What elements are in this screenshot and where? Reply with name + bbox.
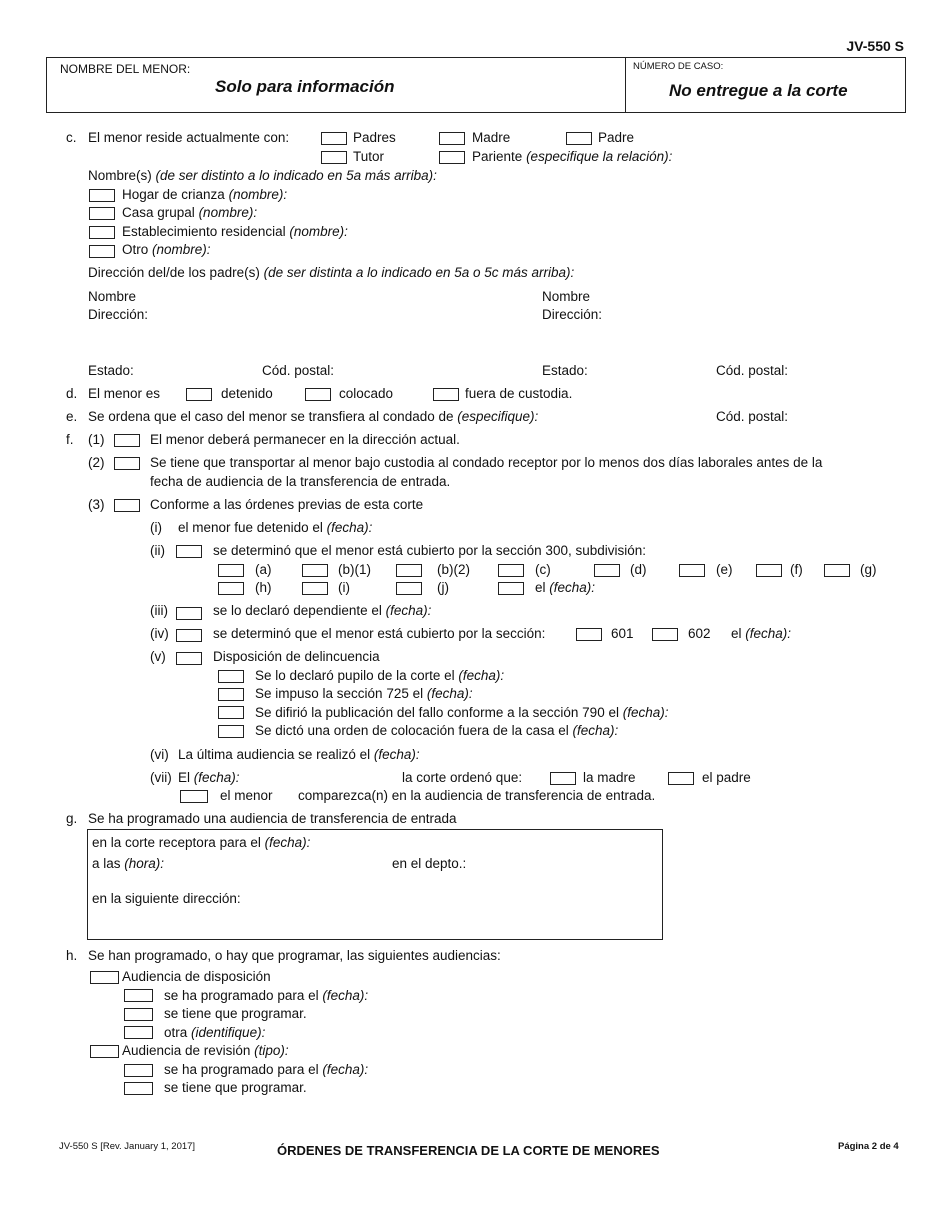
madre-label: Madre xyxy=(472,130,511,145)
disp-programado-checkbox[interactable] xyxy=(124,989,153,1002)
revision-checkbox[interactable] xyxy=(90,1045,119,1058)
address-label: Dirección del/de los padre(s) (de ser distinta a lo indicado en 5a o 5c más arriba): xyxy=(88,265,575,280)
sub-e-checkbox[interactable] xyxy=(679,564,705,577)
padre-label: Padre xyxy=(598,130,635,145)
fiv-text: se determinó que el menor está cubierto por la sección: xyxy=(213,626,546,641)
fvii-padre-checkbox[interactable] xyxy=(668,772,694,785)
section-d-text: El menor es xyxy=(88,386,161,401)
rev-programado-checkbox[interactable] xyxy=(124,1064,153,1077)
fv-num: (v) xyxy=(150,649,166,664)
fvii-num: (vii) xyxy=(150,770,172,785)
sub-b1-label: (b)(1) xyxy=(338,562,371,577)
otro-label: Otro (nombre): xyxy=(122,242,211,257)
sub-j-checkbox[interactable] xyxy=(396,582,422,595)
footer-form-rev: JV-550 S [Rev. January 1, 2017] xyxy=(59,1141,196,1152)
sub-e-label: (e) xyxy=(716,562,733,577)
rev-programado-label: se ha programado para el (fecha): xyxy=(164,1062,369,1077)
casa-checkbox[interactable] xyxy=(89,207,115,220)
disp-otra-checkbox[interactable] xyxy=(124,1026,153,1039)
fvii-madre-checkbox[interactable] xyxy=(550,772,576,785)
fv-d-checkbox[interactable] xyxy=(218,725,244,738)
fiv-602-checkbox[interactable] xyxy=(652,628,678,641)
fiv-el-label: el (fecha): xyxy=(731,626,792,641)
fiv-601-label: 601 xyxy=(611,626,634,641)
section-e-cod-postal: Cód. postal: xyxy=(716,409,789,424)
f2-num: (2) xyxy=(88,455,105,470)
case-number-label: NÚMERO DE CASO: xyxy=(633,61,724,72)
sub-h-label: (h) xyxy=(255,580,272,595)
fiv-601-checkbox[interactable] xyxy=(576,628,602,641)
fv-checkbox[interactable] xyxy=(176,652,202,665)
section-g-text: Se ha programado una audiencia de transferencia de entrada xyxy=(88,811,457,826)
f1-checkbox[interactable] xyxy=(114,434,140,447)
section-e-text: Se ordena que el caso del menor se transfiera al condado de (especifique): xyxy=(88,409,539,424)
detenido-checkbox[interactable] xyxy=(186,388,212,401)
rev-tiene-checkbox[interactable] xyxy=(124,1082,153,1095)
nombre-1: Nombre xyxy=(88,289,137,304)
disposicion-label: Audiencia de disposición xyxy=(122,969,271,984)
fv-a-text: Se lo declaró pupilo de la corte el (fecha): xyxy=(255,668,505,683)
sub-c-label: (c) xyxy=(535,562,551,577)
padres-checkbox[interactable] xyxy=(321,132,347,145)
f1-num: (1) xyxy=(88,432,105,447)
f2-checkbox[interactable] xyxy=(114,457,140,470)
f3-num: (3) xyxy=(88,497,105,512)
g-corte: en la corte receptora para el (fecha): xyxy=(92,835,311,850)
cod-postal-2: Cód. postal: xyxy=(716,363,789,378)
otro-checkbox[interactable] xyxy=(89,245,115,258)
section-h-text: Se han programado, o hay que programar, las siguientes audiencias: xyxy=(88,948,501,963)
f2-text-a: Se tiene que transportar al menor bajo custodia al condado receptor por lo menos dos días laborales antes de la xyxy=(150,455,823,470)
sub-f-checkbox[interactable] xyxy=(756,564,782,577)
fiii-checkbox[interactable] xyxy=(176,607,202,620)
sub-f-label: (f) xyxy=(790,562,803,577)
fvii-padre-label: el padre xyxy=(702,770,751,785)
fv-a-checkbox[interactable] xyxy=(218,670,244,683)
fvii-end: comparezca(n) en la audiencia de transferencia de entrada. xyxy=(298,788,656,803)
sub-a-checkbox[interactable] xyxy=(218,564,244,577)
sub-h-checkbox[interactable] xyxy=(218,582,244,595)
f3-checkbox[interactable] xyxy=(114,499,140,512)
fuera-checkbox[interactable] xyxy=(433,388,459,401)
g-depto: en el depto.: xyxy=(392,856,467,871)
footer-title: ÓRDENES DE TRANSFERENCIA DE LA CORTE DE MENORES xyxy=(277,1143,660,1158)
fvi-num: (vi) xyxy=(150,747,169,762)
disp-programado-label: se ha programado para el (fecha): xyxy=(164,988,369,1003)
nombre-2: Nombre xyxy=(542,289,591,304)
g-direccion: en la siguiente dirección: xyxy=(92,891,241,906)
fvii-menor-checkbox[interactable] xyxy=(180,790,208,803)
direccion-2: Dirección: xyxy=(542,307,603,322)
pariente-label: Pariente (especifique la relación): xyxy=(472,149,673,164)
sub-g-label: (g) xyxy=(860,562,877,577)
disposicion-checkbox[interactable] xyxy=(90,971,119,984)
section-g-letter: g. xyxy=(66,811,78,826)
fv-b-text: Se impuso la sección 725 el (fecha): xyxy=(255,686,473,701)
caption-divider xyxy=(625,58,626,112)
establecimiento-checkbox[interactable] xyxy=(89,226,115,239)
estado-1: Estado: xyxy=(88,363,134,378)
casa-label: Casa grupal (nombre): xyxy=(122,205,258,220)
f1-text: El menor deberá permanecer en la dirección actual. xyxy=(150,432,460,447)
colocado-label: colocado xyxy=(339,386,394,401)
hogar-label: Hogar de crianza (nombre): xyxy=(122,187,288,202)
disp-tiene-checkbox[interactable] xyxy=(124,1008,153,1021)
fiv-602-label: 602 xyxy=(688,626,711,641)
rev-tiene-label: se tiene que programar. xyxy=(164,1080,307,1095)
fvi-text: La última audiencia se realizó el (fecha): xyxy=(178,747,420,762)
sub-b2-label: (b)(2) xyxy=(437,562,470,577)
fv-text: Disposición de delincuencia xyxy=(213,649,380,664)
section-c-text: El menor reside actualmente con: xyxy=(88,130,290,145)
pariente-checkbox[interactable] xyxy=(439,151,465,164)
sub-i-label: (i) xyxy=(338,580,350,595)
sub-i-checkbox[interactable] xyxy=(302,582,328,595)
hogar-checkbox[interactable] xyxy=(89,189,115,202)
names-label: Nombre(s) (de ser distinto a lo indicado en 5a más arriba): xyxy=(88,168,437,183)
fiii-text: se lo declaró dependiente el (fecha): xyxy=(213,603,432,618)
detenido-label: detenido xyxy=(221,386,273,401)
sub-el-checkbox[interactable] xyxy=(498,582,524,595)
tutor-label: Tutor xyxy=(353,149,385,164)
sub-b1-checkbox[interactable] xyxy=(302,564,328,577)
madre-checkbox[interactable] xyxy=(439,132,465,145)
section-e-letter: e. xyxy=(66,409,78,424)
fv-b-checkbox[interactable] xyxy=(218,688,244,701)
sub-a-label: (a) xyxy=(255,562,272,577)
fvii-menor-label: el menor xyxy=(220,788,273,803)
colocado-checkbox[interactable] xyxy=(305,388,331,401)
sub-j-label: (j) xyxy=(437,580,449,595)
disp-tiene-label: se tiene que programar. xyxy=(164,1006,307,1021)
section-c-letter: c. xyxy=(66,130,77,145)
fi-text: el menor fue detenido el (fecha): xyxy=(178,520,373,535)
fii-num: (ii) xyxy=(150,543,165,558)
sub-c-checkbox[interactable] xyxy=(498,564,524,577)
disp-otra-label: otra (identifique): xyxy=(164,1025,266,1040)
padre-checkbox[interactable] xyxy=(566,132,592,145)
fi-num: (i) xyxy=(150,520,162,535)
tutor-checkbox[interactable] xyxy=(321,151,347,164)
sub-g-checkbox[interactable] xyxy=(824,564,850,577)
section-h-letter: h. xyxy=(66,948,78,963)
sub-d-checkbox[interactable] xyxy=(594,564,620,577)
fvii-el: El (fecha): xyxy=(178,770,240,785)
cod-postal-1: Cód. postal: xyxy=(262,363,335,378)
fii-checkbox[interactable] xyxy=(176,545,202,558)
footer-page: Página 2 de 4 xyxy=(838,1141,899,1152)
fiii-num: (iii) xyxy=(150,603,168,618)
section-f-letter: f. xyxy=(66,432,74,447)
fvii-text: la corte ordenó que: xyxy=(402,770,523,785)
g-hora: a las (hora): xyxy=(92,856,165,871)
minor-name-value: Solo para información xyxy=(215,77,395,96)
fv-d-text: Se dictó una orden de colocación fuera de la casa el (fecha): xyxy=(255,723,619,738)
f3-text: Conforme a las órdenes previas de esta corte xyxy=(150,497,424,512)
fv-c-checkbox[interactable] xyxy=(218,706,244,719)
fiv-checkbox[interactable] xyxy=(176,629,202,642)
section-d-letter: d. xyxy=(66,386,78,401)
sub-d-label: (d) xyxy=(630,562,647,577)
sub-el-label: el (fecha): xyxy=(535,580,596,595)
direccion-1: Dirección: xyxy=(88,307,149,322)
padres-label: Padres xyxy=(353,130,396,145)
estado-2: Estado: xyxy=(542,363,588,378)
form-id: JV-550 S xyxy=(846,38,904,54)
fii-text: se determinó que el menor está cubierto por la sección 300, subdivisión: xyxy=(213,543,646,558)
fv-c-text: Se difirió la publicación del fallo conforme a la sección 790 el (fecha): xyxy=(255,705,669,720)
hearing-box xyxy=(87,829,663,940)
case-number-value: No entregue a la corte xyxy=(669,81,848,100)
f2-text-b: fecha de audiencia de la transferencia de entrada. xyxy=(150,474,451,489)
fiv-num: (iv) xyxy=(150,626,169,641)
fuera-label: fuera de custodia. xyxy=(465,386,573,401)
minor-name-label: NOMBRE DEL MENOR: xyxy=(60,62,191,76)
revision-label: Audiencia de revisión (tipo): xyxy=(122,1043,289,1058)
sub-b2-checkbox[interactable] xyxy=(396,564,422,577)
caption-box xyxy=(46,57,906,113)
establecimiento-label: Establecimiento residencial (nombre): xyxy=(122,224,348,239)
fvii-madre-label: la madre xyxy=(583,770,636,785)
